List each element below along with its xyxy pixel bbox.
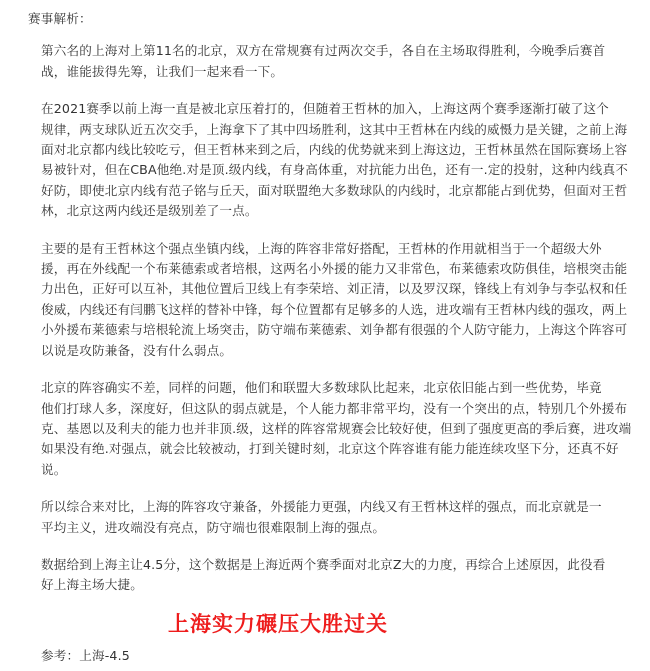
paragraph-line: 面对北京都内线比较吃亏，但王哲林来到之后，内线的优势就来到上海这边，王哲林虽然在国际赛场上容 [41,142,628,158]
prediction-highlight: 上海实力碾压大胜过关 [168,611,388,636]
paragraph-line: 所以综合来对比，上海的阵容攻守兼备，外援能力更强，内线又有王哲林这样的强点，而北京就是一 [41,499,602,515]
paragraph-line: 在2021赛季以前上海一直是被北京压着打的，但随着王哲林的加入，上海这两个赛季逐渐打破了这个 [41,101,609,117]
paragraph-line: 如果没有绝.对强点，就会比较被动，打到关键时刻，北京这个阵容谁有能力能连续攻坚下分，还真不好 [41,441,619,457]
reference-line: 参考：上海-4.5 [41,647,130,663]
paragraph-line: 规律，两支球队近五次交手，上海拿下了其中四场胜利，这其中王哲林在内线的威慑力是关键，之前上海 [41,121,628,137]
paragraph-line: 第六名的上海对上第11名的北京，双方在常规赛有过两次交手，各自在主场取得胜利，今晚季后赛首 [41,43,606,59]
paragraph-line: 主要的是有王哲林这个强点坐镇内线，上海的阵容非常好搭配，王哲林的作用就相当于一个超级大外 [41,240,602,256]
paragraph-line: 力出色，正好可以互补，其他位置后卫线上有李荣培、刘正清，以及罗汉琛，锋线上有刘争与李弘权和任 [41,281,628,297]
paragraph-history [16,99,636,221]
paragraph-line: 战，谁能拔得先筹，让我们一起来看一下。 [41,63,284,79]
paragraph-intro [16,41,636,82]
paragraph-comparison [16,497,636,538]
paragraph-line: 援，再在外线配一个布莱德索或者培根，这两名小外援的能力又非常色，布莱德索攻防俱佳，培根突击能 [41,261,628,277]
section-heading: 赛事解析： [28,11,92,26]
paragraph-line: 小外援布莱德索与培根轮流上场突击，防守端布莱德索、刘争都有很强的个人防守能力，上海这个阵容可 [41,322,628,338]
paragraph-line: 以说是攻防兼备，没有什么弱点。 [41,342,233,358]
paragraph-line: 平均主义，进攻端没有亮点，防守端也很难限制上海的强点。 [41,519,386,535]
paragraph-odds [16,555,636,596]
paragraph-line: 易被针对，但在CBA他绝.对是顶.级内线，有身高体重，对抗能力出色，还有一.定的投射，这种内线真不 [41,162,628,178]
paragraph-line: 好防，即使北京内线有范子铭与丘天，面对联盟绝大多数球队的内线时，北京都能占到优势，但面对王哲 [41,182,628,198]
paragraph-line: 俊威，内线还有闫鹏飞这样的替补中锋，每个位置都有足够多的人选，进攻端有王哲林内线的强攻，两上 [41,301,628,317]
paragraph-line: 说。 [41,461,67,477]
paragraph-line: 数据给到上海主让4.5分，这个数据是上海近两个赛季面对北京Z大的力度，再综合上述原因，此役看 [41,556,606,572]
paragraph-beijing-lineup [16,378,636,480]
paragraph-shanghai-lineup [16,239,636,361]
paragraph-line: 林，北京这两内线还是级别差了一点。 [41,203,258,219]
paragraph-line: 他们打球人多，深度好，但这队的弱点就是，个人能力都非常平均，没有一个突出的点，特别几个外援布 [41,400,628,416]
paragraph-line: 好上海主场大捷。 [41,577,143,593]
paragraph-line: 北京的阵容确实不差，同样的问题，他们和联盟大多数球队比起来，北京依旧能占到一些优势，毕竟 [41,380,602,396]
paragraph-line: 克、基恩以及利夫的能力也并非顶.级，这样的阵容常规赛会比较好使，但到了强度更高的季后赛，进攻端 [41,420,632,436]
